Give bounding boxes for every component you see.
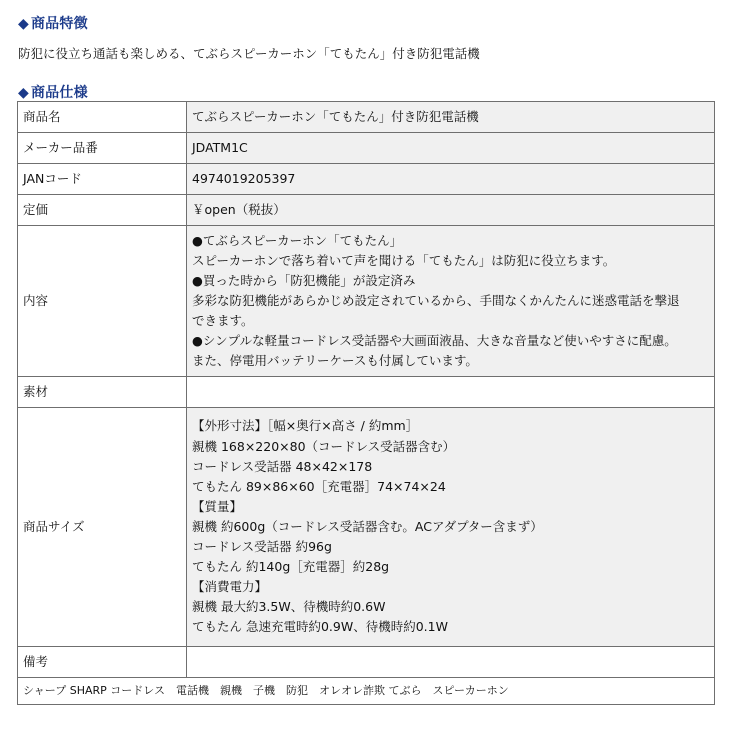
- spec-value-line: 親機 最大約3.5W、待機時約0.6W: [192, 599, 386, 615]
- spec-label: 素材: [18, 377, 187, 408]
- spec-row-notes: [18, 647, 715, 678]
- spec-value-line: 【外形寸法】［幅×奥行×高さ / 約mm］: [192, 418, 419, 434]
- spec-label: 商品名: [18, 102, 187, 133]
- spec-row-list-price: [18, 195, 715, 226]
- diamond-bullet-icon: ◆: [18, 16, 29, 32]
- spec-row-product-name: [18, 102, 715, 133]
- features-heading: [18, 13, 88, 33]
- spec-value: [187, 195, 715, 226]
- spec-value: [187, 226, 715, 377]
- specs-heading: [18, 82, 88, 102]
- spec-label: 商品サイズ: [18, 408, 187, 647]
- spec-label: 定価: [18, 195, 187, 226]
- spec-value-line: できます。: [192, 313, 254, 329]
- spec-value: [187, 647, 715, 678]
- spec-value: [187, 408, 715, 647]
- spec-value-line: JDATM1C: [192, 139, 248, 155]
- spec-table: [17, 101, 715, 705]
- spec-label: 備考: [18, 647, 187, 678]
- spec-row-product-size: [18, 408, 715, 647]
- specs-heading-text: 商品仕様: [30, 85, 88, 101]
- spec-row-model-number: [18, 133, 715, 164]
- spec-value: [187, 164, 715, 195]
- spec-value-line: 【消費電力】: [192, 579, 268, 595]
- spec-row-material: [18, 377, 715, 408]
- spec-value-line: コードレス受話器 48×42×178: [192, 458, 373, 474]
- features-heading-text: 商品特徴: [30, 16, 88, 32]
- spec-row-jan-code: [18, 164, 715, 195]
- spec-label: 内容: [18, 226, 187, 377]
- spec-value-line: ●シンプルな軽量コードレス受話器や大画面液晶、大きな音量など使いやすさに配慮。: [192, 333, 677, 349]
- spec-value-line: また、停電用バッテリーケースも付属しています。: [192, 353, 478, 369]
- spec-value: [187, 102, 715, 133]
- spec-value-line: 親機 168×220×80（コードレス受話器含む）: [192, 438, 456, 454]
- features-description: 防犯に役立ち通話も楽しめる、てぶらスピーカーホン「てもたん」付き防犯電話機: [18, 46, 480, 61]
- spec-value-line: ￥open（税抜）: [192, 201, 286, 217]
- spec-value-line: 4974019205397: [192, 170, 296, 186]
- spec-label: メーカー品番: [18, 133, 187, 164]
- spec-value-line: てもたん 急速充電時約0.9W、待機時約0.1W: [192, 619, 448, 635]
- spec-value-line: ●てぶらスピーカーホン「てもたん」: [192, 232, 403, 248]
- spec-value: [187, 133, 715, 164]
- spec-label: JANコード: [18, 164, 187, 195]
- spec-value-line: てもたん 約140g［充電器］約28g: [192, 559, 390, 575]
- spec-value-line: 多彩な防犯機能があらかじめ設定されているから、手間なくかんたんに迷惑電話を撃退: [192, 292, 680, 308]
- spec-row-tags: [18, 678, 715, 705]
- spec-row-contents: [18, 226, 715, 377]
- spec-value-line: コードレス受話器 約96g: [192, 539, 332, 555]
- spec-value-line: スピーカーホンで落ち着いて声を聞ける「てもたん」は防犯に役立ちます。: [192, 252, 616, 268]
- tags-text: シャープ SHARP コードレス 電話機 親機 子機 防犯 オレオレ詐欺 てぶら スピーカーホン: [18, 678, 715, 705]
- spec-value-line: ●買った時から「防犯機能」が設定済み: [192, 272, 416, 288]
- spec-value-line: てぶらスピーカーホン「てもたん」付き防犯電話機: [192, 108, 479, 124]
- spec-value-line: 親機 約600g（コードレス受話器含む。ACアダプター含まず）: [192, 518, 543, 534]
- diamond-bullet-icon: ◆: [18, 85, 29, 101]
- spec-value: [187, 377, 715, 408]
- spec-value-line: 【質量】: [192, 498, 243, 514]
- spec-value-line: てもたん 89×86×60［充電器］74×74×24: [192, 478, 446, 494]
